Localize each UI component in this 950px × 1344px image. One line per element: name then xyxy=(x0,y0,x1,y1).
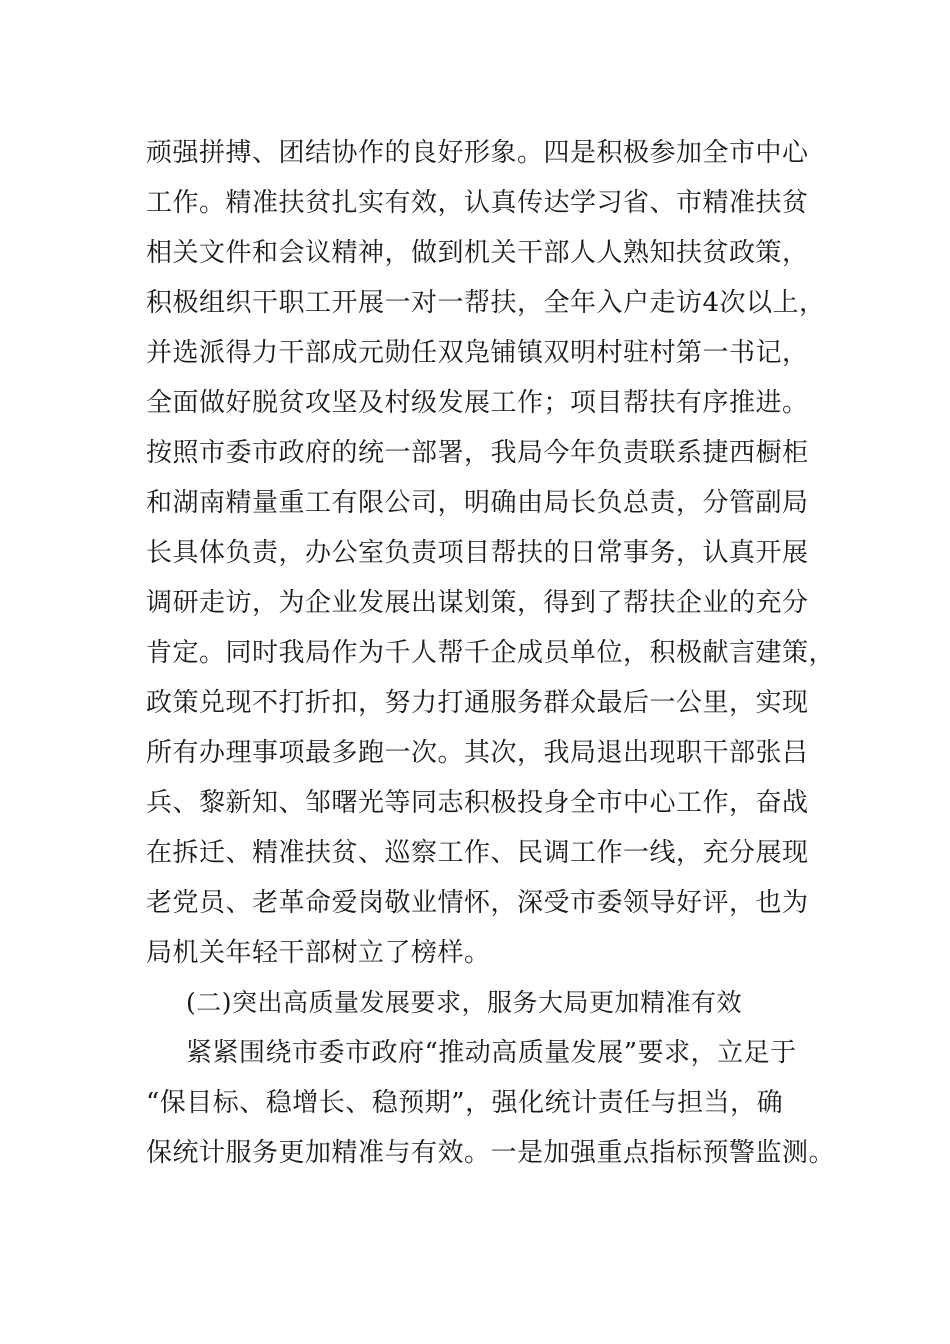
text-line: 和湖南精量重工有限公司，明确由局长负总责，分管副局 xyxy=(146,488,809,518)
text-line: 局机关年轻干部树立了榜样。 xyxy=(146,938,491,968)
text-line: 兵、黎新知、邹曙光等同志积极投身全市中心工作，奋战 xyxy=(146,788,809,818)
text-line: 并选派得力干部成元勋任双凫铺镇双明村驻村第一书记， xyxy=(146,338,809,368)
text-line: 顽强拼搏、团结协作的良好形象。四是积极参加全市中心 xyxy=(146,138,809,168)
text-line: 全面做好脱贫攻坚及村级发展工作；项目帮扶有序推进。 xyxy=(146,388,809,418)
text-line: 紧紧围绕市委市政府“推动高质量发展”要求，立足于 xyxy=(186,1038,797,1068)
text-line: 政策兑现不打折扣，努力打通服务群众最后一公里，实现 xyxy=(146,688,809,718)
paragraph-high-quality-development xyxy=(146,1028,836,1178)
text-line: 调研走访，为企业发展出谋划策，得到了帮扶企业的充分 xyxy=(146,588,809,618)
text-line: “保目标、稳增长、稳预期”，强化统计责任与担当，确 xyxy=(146,1088,784,1118)
text-line: 肯定。同时我局作为千人帮千企成员单位，积极献言建策， xyxy=(146,638,836,668)
text-line: 相关文件和会议精神，做到机关干部人人熟知扶贫政策， xyxy=(146,238,809,268)
section-heading: (二)突出高质量发展要求，服务大局更加精准有效 xyxy=(186,988,743,1017)
text-line: 所有办理事项最多跑一次。其次，我局退出现职干部张吕 xyxy=(146,738,809,768)
text-line: 工作。精准扶贫扎实有效，认真传达学习省、市精准扶贫 xyxy=(146,188,809,218)
text-line: 在拆迁、精准扶贫、巡察工作、民调工作一线，充分展现 xyxy=(146,838,809,868)
text-line: 长具体负责，办公室负责项目帮扶的日常事务，认真开展 xyxy=(146,538,809,568)
paragraph-poverty-alleviation xyxy=(146,128,836,978)
text-line: 积极组织干职工开展一对一帮扶，全年入户走访4次以上， xyxy=(146,288,826,318)
text-line: 按照市委市政府的统一部署，我局今年负责联系捷西橱柜 xyxy=(146,438,809,468)
document-body xyxy=(146,128,836,1178)
text-line: 老党员、老革命爱岗敬业情怀，深受市委领导好评，也为 xyxy=(146,888,809,918)
text-line: 保统计服务更加精准与有效。一是加强重点指标预警监测。 xyxy=(146,1138,836,1168)
